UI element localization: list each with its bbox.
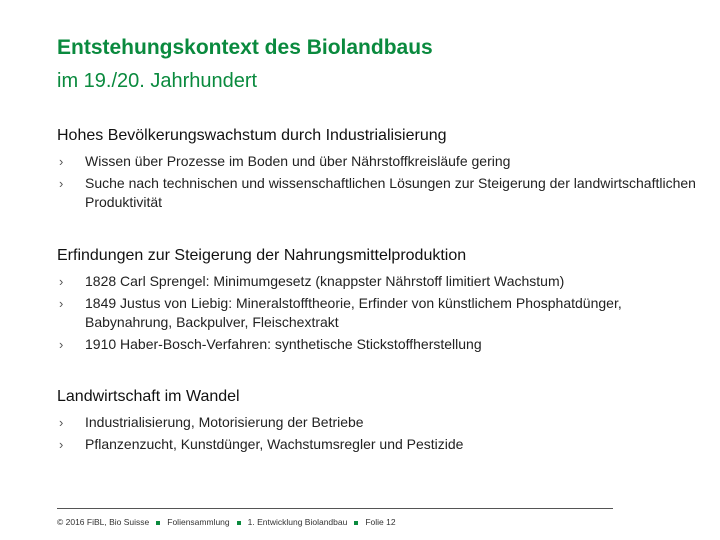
bullet-text: Pflanzenzucht, Kunstdünger, Wachstumsregler und Pestizide	[85, 436, 464, 452]
section-population-growth	[57, 127, 697, 215]
list-item	[57, 272, 697, 291]
bullet-text: 1849 Justus von Liebig: Mineralstofftheorie, Erfinder von künstlichem Phosphatdünger, Babynahrung, Backpulver, Fleischextrakt	[85, 295, 622, 330]
footer	[57, 517, 396, 527]
footer-slide-number: Folie 12	[365, 517, 396, 527]
section-heading: Hohes Bevölkerungswachstum durch Industrialisierung	[57, 127, 447, 144]
bullet-text: Industrialisierung, Motorisierung der Betriebe	[85, 414, 364, 430]
square-separator-icon	[237, 521, 241, 525]
chevron-right-icon: ›	[59, 337, 64, 352]
chevron-right-icon: ›	[59, 154, 64, 169]
bullet-list	[57, 272, 697, 354]
list-item	[57, 152, 697, 171]
list-item	[57, 174, 697, 212]
bullet-list	[57, 413, 697, 454]
chevron-right-icon: ›	[59, 176, 64, 191]
section-agriculture-change	[57, 388, 697, 457]
chevron-right-icon: ›	[59, 274, 64, 289]
square-separator-icon	[354, 521, 358, 525]
bullet-text: 1910 Haber-Bosch-Verfahren: synthetische Stickstoffherstellung	[85, 336, 482, 352]
bullet-list	[57, 152, 697, 212]
footer-divider	[57, 508, 613, 509]
footer-collection: Foliensammlung	[167, 517, 230, 527]
chevron-right-icon: ›	[59, 437, 64, 452]
footer-chapter: 1. Entwicklung Biolandbau	[247, 517, 348, 527]
slide-subtitle: im 19./20. Jahrhundert	[57, 70, 258, 92]
slide-title: Entstehungskontext des Biolandbaus	[57, 36, 433, 59]
list-item	[57, 413, 697, 432]
section-heading: Landwirtschaft im Wandel	[57, 388, 240, 405]
chevron-right-icon: ›	[59, 415, 64, 430]
chevron-right-icon: ›	[59, 296, 64, 311]
bullet-text: 1828 Carl Sprengel: Minimumgesetz (knappster Nährstoff limitiert Wachstum)	[85, 273, 565, 289]
section-heading: Erfindungen zur Steigerung der Nahrungsmittelproduktion	[57, 247, 467, 264]
bullet-text: Suche nach technischen und wissenschaftlichen Lösungen zur Steigerung der landwirtschaftlichen Produktivität	[85, 175, 696, 210]
footer-copyright: © 2016 FiBL, Bio Suisse	[57, 517, 150, 527]
list-item	[57, 435, 697, 454]
section-inventions	[57, 247, 697, 357]
bullet-text: Wissen über Prozesse im Boden und über Nährstoffkreisläufe gering	[85, 153, 511, 169]
list-item	[57, 335, 697, 354]
square-separator-icon	[156, 521, 160, 525]
list-item	[57, 294, 697, 332]
